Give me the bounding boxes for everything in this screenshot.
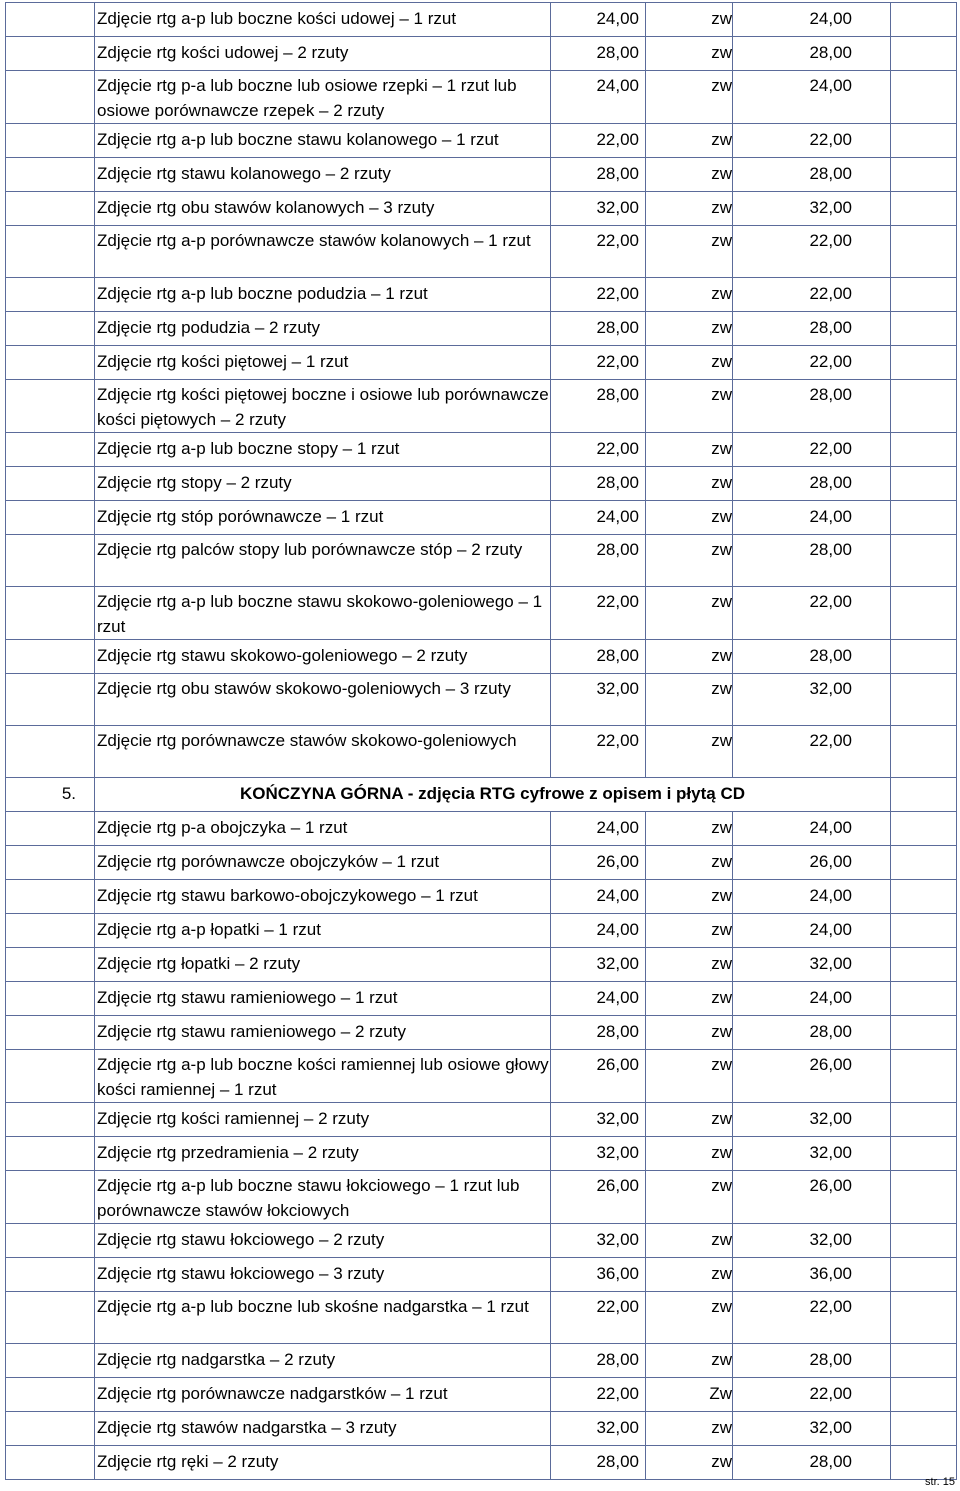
row-empty-cell — [891, 948, 957, 982]
row-description: Zdjęcie rtg a-p łopatki – 1 rzut — [95, 914, 551, 948]
row-vat: zw — [646, 346, 733, 380]
table-row — [6, 1378, 957, 1412]
row-vat: zw — [646, 587, 733, 640]
row-price-gross: 22,00 — [733, 433, 891, 467]
table-row — [6, 278, 957, 312]
row-number-cell — [6, 1292, 95, 1344]
row-number-cell — [6, 37, 95, 71]
table-row — [6, 312, 957, 346]
section-number: 5. — [6, 778, 95, 812]
row-price-gross: 24,00 — [733, 812, 891, 846]
row-price-net: 24,00 — [551, 501, 646, 535]
row-price-gross: 36,00 — [733, 1258, 891, 1292]
row-number-cell — [6, 1171, 95, 1224]
row-price-gross: 24,00 — [733, 982, 891, 1016]
row-price-gross: 24,00 — [733, 3, 891, 37]
row-price-gross: 22,00 — [733, 226, 891, 278]
table-row — [6, 982, 957, 1016]
table-row — [6, 880, 957, 914]
row-price-net: 22,00 — [551, 226, 646, 278]
row-price-gross: 22,00 — [733, 346, 891, 380]
row-number-cell — [6, 587, 95, 640]
row-price-gross: 28,00 — [733, 37, 891, 71]
row-empty-cell — [891, 1224, 957, 1258]
row-vat: zw — [646, 812, 733, 846]
row-description: Zdjęcie rtg stopy – 2 rzuty — [95, 467, 551, 501]
row-description: Zdjęcie rtg kości piętowej – 1 rzut — [95, 346, 551, 380]
price-table — [5, 2, 957, 1480]
row-empty-cell — [891, 3, 957, 37]
row-empty-cell — [891, 501, 957, 535]
row-price-net: 28,00 — [551, 312, 646, 346]
table-row — [6, 1050, 957, 1103]
row-vat: zw — [646, 1446, 733, 1480]
row-description: Zdjęcie rtg kości udowej – 2 rzuty — [95, 37, 551, 71]
row-empty-cell — [891, 1137, 957, 1171]
row-price-gross: 28,00 — [733, 467, 891, 501]
row-price-net: 26,00 — [551, 1171, 646, 1224]
row-vat: zw — [646, 914, 733, 948]
row-empty-cell — [891, 467, 957, 501]
row-number-cell — [6, 1378, 95, 1412]
row-empty-cell — [891, 535, 957, 587]
row-price-net: 26,00 — [551, 846, 646, 880]
row-price-gross: 22,00 — [733, 1292, 891, 1344]
row-price-gross: 32,00 — [733, 1412, 891, 1446]
row-number-cell — [6, 312, 95, 346]
table-row — [6, 1292, 957, 1344]
row-empty-cell — [891, 1378, 957, 1412]
table-row — [6, 380, 957, 433]
row-number-cell — [6, 501, 95, 535]
row-empty-cell — [891, 71, 957, 124]
table-row — [6, 1344, 957, 1378]
row-number-cell — [6, 158, 95, 192]
row-number-cell — [6, 948, 95, 982]
row-empty-cell — [891, 674, 957, 726]
table-row — [6, 1137, 957, 1171]
row-empty-cell — [891, 812, 957, 846]
row-empty-cell — [891, 226, 957, 278]
row-price-gross: 28,00 — [733, 1016, 891, 1050]
row-price-net: 24,00 — [551, 982, 646, 1016]
table-row — [6, 433, 957, 467]
row-price-gross: 32,00 — [733, 948, 891, 982]
row-empty-cell — [891, 346, 957, 380]
row-price-gross: 22,00 — [733, 278, 891, 312]
row-price-net: 22,00 — [551, 1292, 646, 1344]
row-empty-cell — [891, 982, 957, 1016]
row-price-gross: 32,00 — [733, 1224, 891, 1258]
row-number-cell — [6, 726, 95, 778]
row-price-gross: 28,00 — [733, 380, 891, 433]
row-vat: zw — [646, 948, 733, 982]
row-vat: zw — [646, 37, 733, 71]
row-vat: zw — [646, 1412, 733, 1446]
row-price-gross: 28,00 — [733, 1446, 891, 1480]
table-row — [6, 346, 957, 380]
row-empty-cell — [891, 640, 957, 674]
row-description: Zdjęcie rtg a-p lub boczne kości udowej – 1 rzut — [95, 3, 551, 37]
row-price-net: 28,00 — [551, 1016, 646, 1050]
row-price-net: 22,00 — [551, 726, 646, 778]
table-row — [6, 948, 957, 982]
row-empty-cell — [891, 158, 957, 192]
row-price-net: 22,00 — [551, 1378, 646, 1412]
row-vat: zw — [646, 433, 733, 467]
row-empty-cell — [891, 433, 957, 467]
row-price-net: 24,00 — [551, 71, 646, 124]
row-vat: zw — [646, 1258, 733, 1292]
row-price-gross: 28,00 — [733, 1344, 891, 1378]
row-price-net: 24,00 — [551, 812, 646, 846]
row-description: Zdjęcie rtg stawu barkowo-obojczykowego – 1 rzut — [95, 880, 551, 914]
row-description: Zdjęcie rtg a-p lub boczne kości ramiennej lub osiowe głowy kości ramiennej – 1 rzut — [95, 1050, 551, 1103]
row-number-cell — [6, 982, 95, 1016]
row-description: Zdjęcie rtg stawu kolanowego – 2 rzuty — [95, 158, 551, 192]
row-number-cell — [6, 71, 95, 124]
row-number-cell — [6, 812, 95, 846]
row-description: Zdjęcie rtg podudzia – 2 rzuty — [95, 312, 551, 346]
row-empty-cell — [891, 278, 957, 312]
row-description: Zdjęcie rtg porównawcze obojczyków – 1 rzut — [95, 846, 551, 880]
row-empty-cell — [891, 124, 957, 158]
row-description: Zdjęcie rtg stawu ramieniowego – 2 rzuty — [95, 1016, 551, 1050]
row-price-net: 24,00 — [551, 880, 646, 914]
row-vat: zw — [646, 1137, 733, 1171]
row-vat: zw — [646, 501, 733, 535]
row-empty-cell — [891, 380, 957, 433]
row-price-net: 32,00 — [551, 1103, 646, 1137]
row-number-cell — [6, 1016, 95, 1050]
row-vat: zw — [646, 880, 733, 914]
row-empty-cell — [891, 846, 957, 880]
row-vat: zw — [646, 535, 733, 587]
row-number-cell — [6, 1103, 95, 1137]
row-empty-cell — [891, 37, 957, 71]
section-header-row — [6, 778, 957, 812]
table-row — [6, 37, 957, 71]
row-description: Zdjęcie rtg a-p lub boczne stawu kolanowego – 1 rzut — [95, 124, 551, 158]
row-price-gross: 28,00 — [733, 535, 891, 587]
table-row — [6, 812, 957, 846]
row-number-cell — [6, 1258, 95, 1292]
row-number-cell — [6, 1050, 95, 1103]
row-description: Zdjęcie rtg stawu łokciowego – 2 rzuty — [95, 1224, 551, 1258]
row-number-cell — [6, 380, 95, 433]
row-vat: zw — [646, 71, 733, 124]
price-table-body — [6, 3, 957, 1480]
row-number-cell — [6, 124, 95, 158]
row-vat: zw — [646, 1224, 733, 1258]
row-price-gross: 28,00 — [733, 312, 891, 346]
row-description: Zdjęcie rtg palców stopy lub porównawcze stóp – 2 rzuty — [95, 535, 551, 587]
row-price-gross: 24,00 — [733, 501, 891, 535]
page-number: str. 15 — [925, 1476, 955, 1488]
row-price-gross: 22,00 — [733, 124, 891, 158]
row-vat: zw — [646, 226, 733, 278]
row-number-cell — [6, 535, 95, 587]
table-row — [6, 587, 957, 640]
row-vat: zw — [646, 380, 733, 433]
row-description: Zdjęcie rtg obu stawów skokowo-goleniowych – 3 rzuty — [95, 674, 551, 726]
row-vat: zw — [646, 1344, 733, 1378]
row-price-net: 32,00 — [551, 192, 646, 226]
row-empty-cell — [891, 778, 957, 812]
table-row — [6, 3, 957, 37]
row-description: Zdjęcie rtg ręki – 2 rzuty — [95, 1446, 551, 1480]
row-empty-cell — [891, 1171, 957, 1224]
table-row — [6, 1016, 957, 1050]
row-empty-cell — [891, 914, 957, 948]
row-price-net: 32,00 — [551, 948, 646, 982]
row-vat: zw — [646, 674, 733, 726]
row-price-gross: 32,00 — [733, 192, 891, 226]
row-description: Zdjęcie rtg a-p lub boczne stopy – 1 rzut — [95, 433, 551, 467]
row-price-gross: 22,00 — [733, 587, 891, 640]
row-price-net: 28,00 — [551, 535, 646, 587]
row-price-net: 28,00 — [551, 37, 646, 71]
row-price-gross: 26,00 — [733, 846, 891, 880]
row-vat: zw — [646, 1171, 733, 1224]
row-price-net: 28,00 — [551, 1446, 646, 1480]
row-empty-cell — [891, 312, 957, 346]
row-vat: zw — [646, 1050, 733, 1103]
table-row — [6, 71, 957, 124]
row-price-net: 28,00 — [551, 1344, 646, 1378]
row-price-net: 26,00 — [551, 1050, 646, 1103]
row-price-gross: 24,00 — [733, 880, 891, 914]
row-price-net: 22,00 — [551, 346, 646, 380]
table-row — [6, 640, 957, 674]
row-description: Zdjęcie rtg przedramienia – 2 rzuty — [95, 1137, 551, 1171]
table-row — [6, 914, 957, 948]
row-description: Zdjęcie rtg a-p lub boczne stawu łokciowego – 1 rzut lub porównawcze stawów łokciowych — [95, 1171, 551, 1224]
table-row — [6, 1103, 957, 1137]
table-row — [6, 1224, 957, 1258]
row-description: Zdjęcie rtg a-p lub boczne podudzia – 1 rzut — [95, 278, 551, 312]
row-price-net: 28,00 — [551, 158, 646, 192]
row-number-cell — [6, 640, 95, 674]
row-empty-cell — [891, 1446, 957, 1480]
table-row — [6, 1258, 957, 1292]
row-price-gross: 24,00 — [733, 71, 891, 124]
row-vat: zw — [646, 846, 733, 880]
row-description: Zdjęcie rtg porównawcze nadgarstków – 1 rzut — [95, 1378, 551, 1412]
row-empty-cell — [891, 880, 957, 914]
row-number-cell — [6, 278, 95, 312]
row-price-gross: 28,00 — [733, 158, 891, 192]
row-price-gross: 32,00 — [733, 1137, 891, 1171]
row-description: Zdjęcie rtg p-a lub boczne lub osiowe rzepki – 1 rzut lub osiowe porównawcze rzepek – 2 rzuty — [95, 71, 551, 124]
row-vat: zw — [646, 192, 733, 226]
row-number-cell — [6, 433, 95, 467]
table-row — [6, 674, 957, 726]
row-description: Zdjęcie rtg obu stawów kolanowych – 3 rzuty — [95, 192, 551, 226]
row-number-cell — [6, 192, 95, 226]
table-row — [6, 124, 957, 158]
row-empty-cell — [891, 726, 957, 778]
row-number-cell — [6, 1224, 95, 1258]
row-price-gross: 28,00 — [733, 640, 891, 674]
row-price-net: 32,00 — [551, 1412, 646, 1446]
row-number-cell — [6, 846, 95, 880]
row-number-cell — [6, 467, 95, 501]
table-row — [6, 192, 957, 226]
row-vat: zw — [646, 312, 733, 346]
table-row — [6, 226, 957, 278]
table-row — [6, 501, 957, 535]
row-description: Zdjęcie rtg stawu skokowo-goleniowego – 2 rzuty — [95, 640, 551, 674]
row-price-net: 28,00 — [551, 467, 646, 501]
row-description: Zdjęcie rtg porównawcze stawów skokowo-goleniowych — [95, 726, 551, 778]
table-row — [6, 726, 957, 778]
table-row — [6, 1412, 957, 1446]
row-number-cell — [6, 1344, 95, 1378]
row-vat: zw — [646, 158, 733, 192]
row-price-gross: 22,00 — [733, 1378, 891, 1412]
table-row — [6, 535, 957, 587]
row-number-cell — [6, 226, 95, 278]
row-price-net: 28,00 — [551, 640, 646, 674]
row-empty-cell — [891, 587, 957, 640]
row-vat: zw — [646, 1292, 733, 1344]
row-description: Zdjęcie rtg a-p lub boczne stawu skokowo-goleniowego – 1 rzut — [95, 587, 551, 640]
row-price-gross: 26,00 — [733, 1171, 891, 1224]
row-vat: zw — [646, 1103, 733, 1137]
row-empty-cell — [891, 192, 957, 226]
row-empty-cell — [891, 1016, 957, 1050]
table-row — [6, 158, 957, 192]
row-price-net: 24,00 — [551, 914, 646, 948]
row-price-net: 22,00 — [551, 587, 646, 640]
row-number-cell — [6, 1137, 95, 1171]
row-description: Zdjęcie rtg p-a obojczyka – 1 rzut — [95, 812, 551, 846]
row-description: Zdjęcie rtg a-p porównawcze stawów kolanowych – 1 rzut — [95, 226, 551, 278]
row-price-gross: 32,00 — [733, 1103, 891, 1137]
row-vat: zw — [646, 467, 733, 501]
row-number-cell — [6, 674, 95, 726]
table-row — [6, 1446, 957, 1480]
row-description: Zdjęcie rtg kości piętowej boczne i osiowe lub porównawcze kości piętowych – 2 rzuty — [95, 380, 551, 433]
row-price-net: 22,00 — [551, 433, 646, 467]
row-price-gross: 26,00 — [733, 1050, 891, 1103]
section-title: KOŃCZYNA GÓRNA - zdjęcia RTG cyfrowe z opisem i płytą CD — [95, 778, 891, 812]
row-number-cell — [6, 346, 95, 380]
row-empty-cell — [891, 1258, 957, 1292]
row-empty-cell — [891, 1050, 957, 1103]
row-price-net: 36,00 — [551, 1258, 646, 1292]
row-number-cell — [6, 3, 95, 37]
row-price-net: 32,00 — [551, 674, 646, 726]
row-description: Zdjęcie rtg nadgarstka – 2 rzuty — [95, 1344, 551, 1378]
row-price-gross: 32,00 — [733, 674, 891, 726]
row-number-cell — [6, 1446, 95, 1480]
row-empty-cell — [891, 1292, 957, 1344]
row-description: Zdjęcie rtg stawu ramieniowego – 1 rzut — [95, 982, 551, 1016]
row-number-cell — [6, 1412, 95, 1446]
row-vat: zw — [646, 3, 733, 37]
row-price-net: 28,00 — [551, 380, 646, 433]
row-empty-cell — [891, 1344, 957, 1378]
row-vat: zw — [646, 982, 733, 1016]
row-description: Zdjęcie rtg a-p lub boczne lub skośne nadgarstka – 1 rzut — [95, 1292, 551, 1344]
row-empty-cell — [891, 1103, 957, 1137]
row-price-gross: 24,00 — [733, 914, 891, 948]
table-row — [6, 846, 957, 880]
row-description: Zdjęcie rtg kości ramiennej – 2 rzuty — [95, 1103, 551, 1137]
row-vat: zw — [646, 640, 733, 674]
row-price-net: 32,00 — [551, 1137, 646, 1171]
row-description: Zdjęcie rtg stawów nadgarstka – 3 rzuty — [95, 1412, 551, 1446]
table-row — [6, 1171, 957, 1224]
table-row — [6, 467, 957, 501]
row-number-cell — [6, 914, 95, 948]
row-description: Zdjęcie rtg stawu łokciowego – 3 rzuty — [95, 1258, 551, 1292]
row-price-net: 32,00 — [551, 1224, 646, 1258]
row-empty-cell — [891, 1412, 957, 1446]
row-vat: zw — [646, 278, 733, 312]
row-number-cell — [6, 880, 95, 914]
row-description: Zdjęcie rtg stóp porównawcze – 1 rzut — [95, 501, 551, 535]
row-price-net: 24,00 — [551, 3, 646, 37]
row-description: Zdjęcie rtg łopatki – 2 rzuty — [95, 948, 551, 982]
row-price-net: 22,00 — [551, 278, 646, 312]
row-vat: zw — [646, 124, 733, 158]
row-vat: zw — [646, 1016, 733, 1050]
row-price-gross: 22,00 — [733, 726, 891, 778]
row-vat: zw — [646, 726, 733, 778]
row-vat: Zw — [646, 1378, 733, 1412]
row-price-net: 22,00 — [551, 124, 646, 158]
